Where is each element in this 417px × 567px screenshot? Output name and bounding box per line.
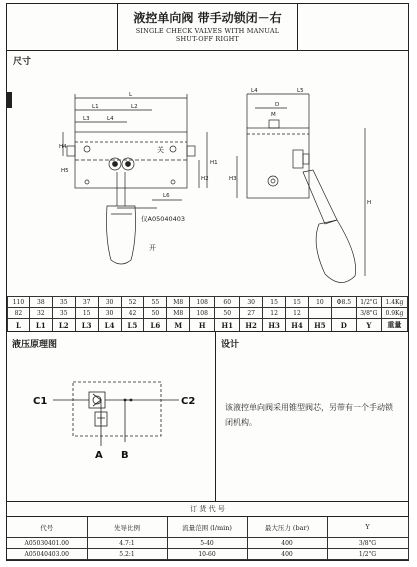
table-cell: 1/2"G (327, 549, 408, 560)
table-cell: 38 (29, 297, 52, 308)
port-A: A (95, 450, 103, 461)
table-cell: Y (327, 517, 408, 538)
table-cell: 400 (247, 538, 327, 549)
table-cell: 5.2:1 (87, 549, 167, 560)
lower-section (7, 331, 408, 502)
table-cell: Y (356, 319, 381, 332)
table-cell: 3/8"G (356, 308, 381, 319)
order-section (7, 501, 408, 560)
table-cell: H5 (308, 319, 331, 332)
table-cell: 35 (52, 308, 75, 319)
table-cell: 30 (98, 308, 121, 319)
dim-M: M (271, 112, 276, 118)
table-cell (308, 308, 331, 319)
section-divider (215, 332, 216, 502)
dim-L6: L6 (163, 193, 170, 199)
dim-H: H (367, 200, 372, 206)
dim-H2: H2 (201, 176, 209, 182)
table-cell: 12 (263, 308, 286, 319)
table-cell: D (331, 319, 356, 332)
table-cell: 1/2"G (356, 297, 381, 308)
table-cell (331, 308, 356, 319)
dim-H1: H1 (210, 160, 218, 166)
title-zh: 液控单向阀 带手动锁闭－右 (133, 11, 282, 25)
table-cell: M (167, 319, 190, 332)
header (7, 4, 408, 51)
table-cell: 15 (263, 297, 286, 308)
table-cell: 42 (121, 308, 144, 319)
table-cell: L4 (98, 319, 121, 332)
dim-L1: L1 (92, 104, 99, 110)
table-cell: 10-60 (167, 549, 247, 560)
dim-H5: H5 (61, 168, 69, 174)
port-C1: C1 (33, 396, 48, 407)
dim-H3: H3 (229, 176, 237, 182)
valve-dimension-drawing (7, 64, 408, 296)
hydraulic-schematic (31, 372, 201, 462)
table-cell: M8 (167, 297, 190, 308)
table-cell: 4.7:1 (87, 538, 167, 549)
header-right-cell (297, 4, 408, 50)
dim-H4: H4 (59, 144, 67, 150)
table-cell: 55 (144, 297, 167, 308)
table-cell: 15 (75, 308, 98, 319)
table-cell: L (8, 319, 30, 332)
title-en-line2: SHUT-OFF RIGHT (175, 35, 240, 43)
table-cell: 82 (8, 308, 30, 319)
table-cell: 先导比例 (87, 517, 167, 538)
table-cell: Φ8.5 (331, 297, 356, 308)
label-guan: 关 (157, 146, 164, 154)
valve-body-side (247, 128, 309, 198)
table-cell: 108 (190, 308, 215, 319)
table-cell: 37 (75, 297, 98, 308)
table-cell: 12 (286, 308, 309, 319)
header-logo-cell (7, 4, 118, 50)
table-cell: 5-40 (167, 538, 247, 549)
table-cell: A05040403.00 (7, 549, 87, 560)
port-B: B (121, 450, 129, 461)
table-cell: H4 (286, 319, 309, 332)
dim-L5: L5 (297, 88, 304, 94)
order-title: 订 货 代 号 (7, 501, 408, 517)
lever-handle-front (107, 206, 136, 264)
table-cell: 60 (215, 297, 240, 308)
table-cell: 最大压力 (bar) (247, 517, 327, 538)
table-cell: L2 (52, 319, 75, 332)
table-cell: A05030401.00 (7, 538, 87, 549)
dim-L4-front: L4 (107, 116, 114, 122)
dim-L3: L3 (83, 116, 90, 122)
table-cell: 重量 (381, 319, 407, 332)
order-table (7, 517, 409, 560)
order-table-header (7, 517, 408, 538)
table-cell: 15 (286, 297, 309, 308)
order-table-row (7, 538, 408, 549)
table-cell: 32 (29, 308, 52, 319)
port-C2: C2 (181, 396, 196, 407)
title-en (117, 27, 298, 43)
table-cell: 50 (215, 308, 240, 319)
table-cell: 27 (240, 308, 263, 319)
title-en-line1: SINGLE CHECK VALVES WITH MANUAL (135, 27, 280, 35)
table-cell: 35 (52, 297, 75, 308)
design-description (225, 400, 395, 430)
label-kai: 开 (149, 244, 156, 252)
table-cell: H2 (240, 319, 263, 332)
dim-table-row (8, 297, 408, 308)
table-cell: H1 (215, 319, 240, 332)
table-cell: L1 (29, 319, 52, 332)
lever-handle-side (316, 220, 356, 283)
table-cell: 50 (144, 308, 167, 319)
table-cell: 30 (240, 297, 263, 308)
table-cell: 30 (98, 297, 121, 308)
table-cell: L5 (121, 319, 144, 332)
dim-L2: L2 (131, 104, 138, 110)
table-cell: 400 (247, 549, 327, 560)
table-cell: H3 (263, 319, 286, 332)
table-cell: 108 (190, 297, 215, 308)
table-cell: 代号 (7, 517, 87, 538)
table-cell: 流量范围 (l/min) (167, 517, 247, 538)
dim-D: D (275, 102, 280, 108)
check-valve-symbol (89, 392, 105, 408)
dimension-table (7, 296, 408, 332)
table-cell: 0.9Kg (381, 308, 407, 319)
table-cell: L3 (75, 319, 98, 332)
dim-L: L (129, 92, 133, 98)
table-cell: 10 (308, 297, 331, 308)
table-cell: M8 (167, 308, 190, 319)
table-cell: L6 (144, 319, 167, 332)
dim-table-row (8, 308, 408, 319)
label-ref: 仅A05040403 (141, 215, 186, 223)
table-cell: 52 (121, 297, 144, 308)
dimensions-heading: 尺寸 (13, 57, 32, 67)
schematic-dashed-box (73, 382, 161, 436)
design-line-2: 闭机构。 (225, 418, 257, 427)
dim-table-header (8, 319, 408, 332)
design-line-1: 该液控单向阀采用锥型阀芯，另带有一个手动锁 (225, 403, 393, 412)
design-heading: 设计 (221, 340, 240, 350)
order-table-row (7, 549, 408, 560)
datasheet (6, 3, 409, 561)
table-cell: H (190, 319, 215, 332)
table-cell: 3/8"G (327, 538, 408, 549)
hydraulic-heading: 液压原理图 (12, 340, 58, 350)
table-cell: 110 (8, 297, 30, 308)
table-cell: 1.4Kg (381, 297, 407, 308)
dim-L4-side: L4 (251, 88, 258, 94)
